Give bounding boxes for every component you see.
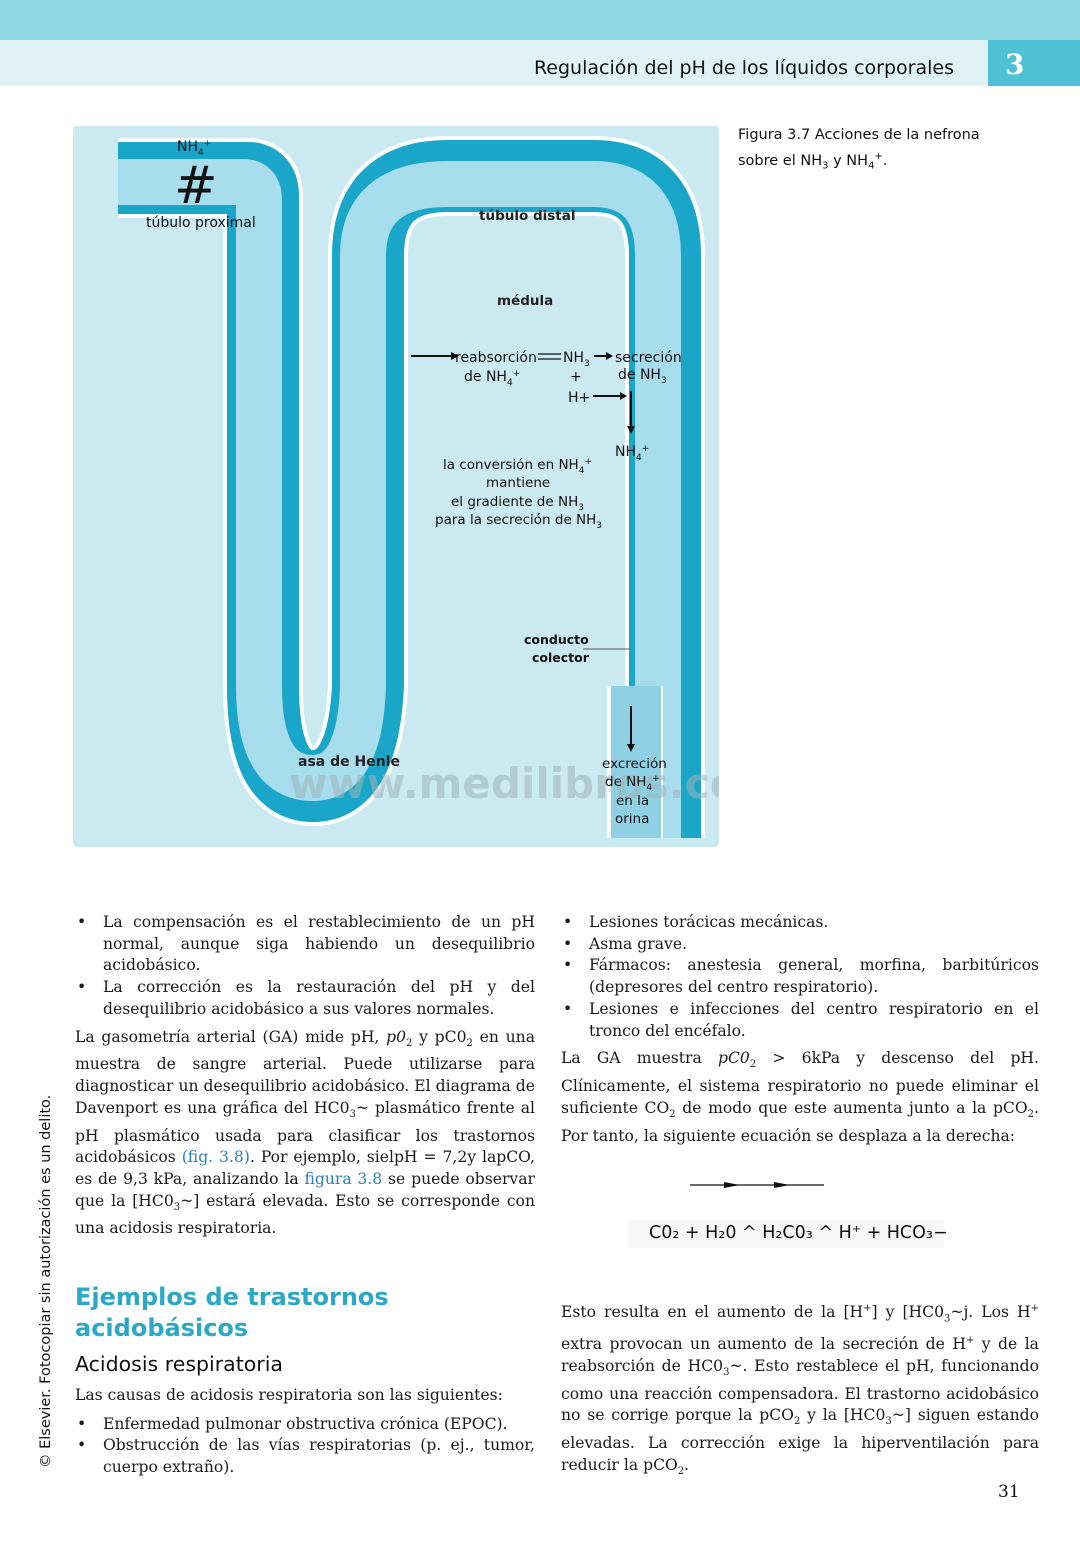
- list-item: • La compensación es el restablecimiento de un pH normal, aunque siga habiendo un desequilibrio acidobásico.: [75, 912, 535, 977]
- figure-link[interactable]: figura 3.8: [304, 1169, 383, 1188]
- figure-caption: [738, 125, 1038, 177]
- copyright-side-note: © Elsevier. Fotocopiar sin autorización es un delito.: [38, 1094, 54, 1468]
- list-item: • La corrección es la restauración del pH y del desequilibrio acidobásico a sus valores normales.: [75, 977, 535, 1020]
- orina-label: orina: [615, 811, 650, 827]
- right-column-bottom: [561, 1298, 1039, 1483]
- hash-symbol: #: [174, 156, 218, 216]
- top-color-band: [0, 0, 1080, 40]
- conducto-label: conducto: [524, 632, 589, 647]
- watermark: www.medilibros.c: [289, 759, 710, 808]
- conversion-line-4: para la secreción de $NH_3$: [435, 512, 603, 531]
- right-column: [561, 912, 1039, 1147]
- conversion-line-3: el gradiente de $NH_3$: [451, 494, 584, 513]
- page-number: 31: [998, 1482, 1020, 1502]
- right-bullets: [561, 912, 1039, 1042]
- plus-label: +: [570, 369, 582, 385]
- paragraph-compensation: Esto resulta en el aumento de la [H+] y [$HC0_3\sim j$. Los H+ extra provocan un aumento de la secreción de H+ y de la reabsorción de $HC0_3\sim$. Esto restablece el pH, funcionando como una reacción compensadora. El trastorno acidobásico no se corrige porque la pCO$_2$ y la $[HC0_3\sim]$ siguen estando elevadas. La corrección exige la hiperventilación para reducir la pCO$_2$.: [561, 1303, 1040, 1478]
- nephron-figure: [73, 126, 719, 847]
- causes-intro: Las causas de acidosis respiratoria son las siguientes:: [75, 1385, 503, 1404]
- list-item: • Lesiones torácicas mecánicas.: [561, 912, 1039, 934]
- tubulo-distal-label: túbulo distal: [479, 208, 576, 224]
- reabsorcion-label: reabsorción: [455, 350, 537, 366]
- de-nh4-label: de $NH_4^+$: [464, 369, 521, 388]
- paragraph-ga: La gasometría arterial (GA) mide pH, $p0_2$ y $pC0_2$ en una muestra de sangre arterial. Puede utilizarse para diagnosticar un desequilibrio acidobásico. El diagrama de Davenport es una gráfica del $HC0_3\sim$ plasmático frente al pH plasmático usada para clasificar los trastornos acidobásicos (fig. 3.8). Por ejemplo, sielpH = 7,2y lapCO, es de 9,3 kPa, analizando la figura 3.8 se puede observar que la $[HC0_3\sim]$ estará elevada. Esto se corresponde con una acidosis respiratoria.: [75, 1027, 535, 1238]
- list-item: • Fármacos: anestesia general, morfina, barbitúricos (depresores del centro respiratorio).: [561, 955, 1039, 998]
- equation: C0₂ + H₂0 ^ H₂C0₃ ^ H⁺ + HCO₃−: [628, 1220, 944, 1248]
- colector-label: colector: [532, 650, 589, 665]
- left-bullets: [75, 912, 535, 1021]
- section-heading: Ejemplos de trastornos acidobásicos: [75, 1283, 389, 1343]
- subheading: Acidosis respiratoria: [75, 1352, 283, 1377]
- paragraph-ga-right: La GA muestra $pC0_2 > 6kPa$ y descenso del pH. Clínicamente, el sistema respiratorio no puede eliminar el suficiente $CO_2$ de modo que este aumenta junto a la pCO$_2$. Por tanto, la siguiente ecuación se desplaza a la derecha:: [561, 1049, 1039, 1145]
- causes-list: [75, 1414, 535, 1479]
- conversion-line-2: mantiene: [486, 475, 551, 491]
- figure-link[interactable]: (fig. 3.8): [181, 1148, 250, 1167]
- caption-line-1: Figura 3.7 Acciones de la nefrona: [738, 127, 980, 143]
- h-plus-label: H+: [568, 390, 591, 406]
- running-title: Regulación del pH de los líquidos corporales: [533, 57, 954, 79]
- left-column: [75, 912, 535, 1479]
- de-nh3-label: de $NH_3$: [618, 367, 667, 386]
- secrecion-label: secreción: [615, 350, 682, 366]
- excrecion-label: excreción: [602, 756, 667, 772]
- chapter-tab: [988, 40, 1080, 86]
- nh4-mid-label: $NH_4^+$: [615, 444, 650, 463]
- list-item: • Lesiones e infecciones del centro respiratorio en el tronco del encéfalo.: [561, 999, 1039, 1042]
- list-item: • Enfermedad pulmonar obstructiva crónica (EPOC).: [75, 1414, 535, 1436]
- equilibrium-arrows: [690, 1182, 824, 1188]
- nh3-label: $NH_3$: [563, 350, 590, 369]
- medula-label: médula: [497, 293, 554, 309]
- tubulo-proximal-label: túbulo proximal: [146, 215, 256, 231]
- de-nh4-b-label: de $NH_4^+$: [605, 774, 660, 793]
- conversion-line-1: la conversión en $NH_4^+$: [443, 457, 592, 476]
- list-item: • Obstrucción de las vías respiratorias (p. ej., tumor, cuerpo extraño).: [75, 1435, 535, 1478]
- nh4-top-label: $NH_4^+$: [177, 139, 212, 158]
- caption-line-2: sobre el $NH_3$ y $NH_4^+$.: [738, 151, 888, 172]
- list-item: • Asma grave.: [561, 934, 1039, 956]
- en-la-label: en la: [616, 793, 650, 809]
- chapter-number: 3: [1005, 48, 1025, 81]
- asa-henle-label: asa de Henle: [298, 754, 400, 770]
- nephron-diagram: [73, 126, 719, 847]
